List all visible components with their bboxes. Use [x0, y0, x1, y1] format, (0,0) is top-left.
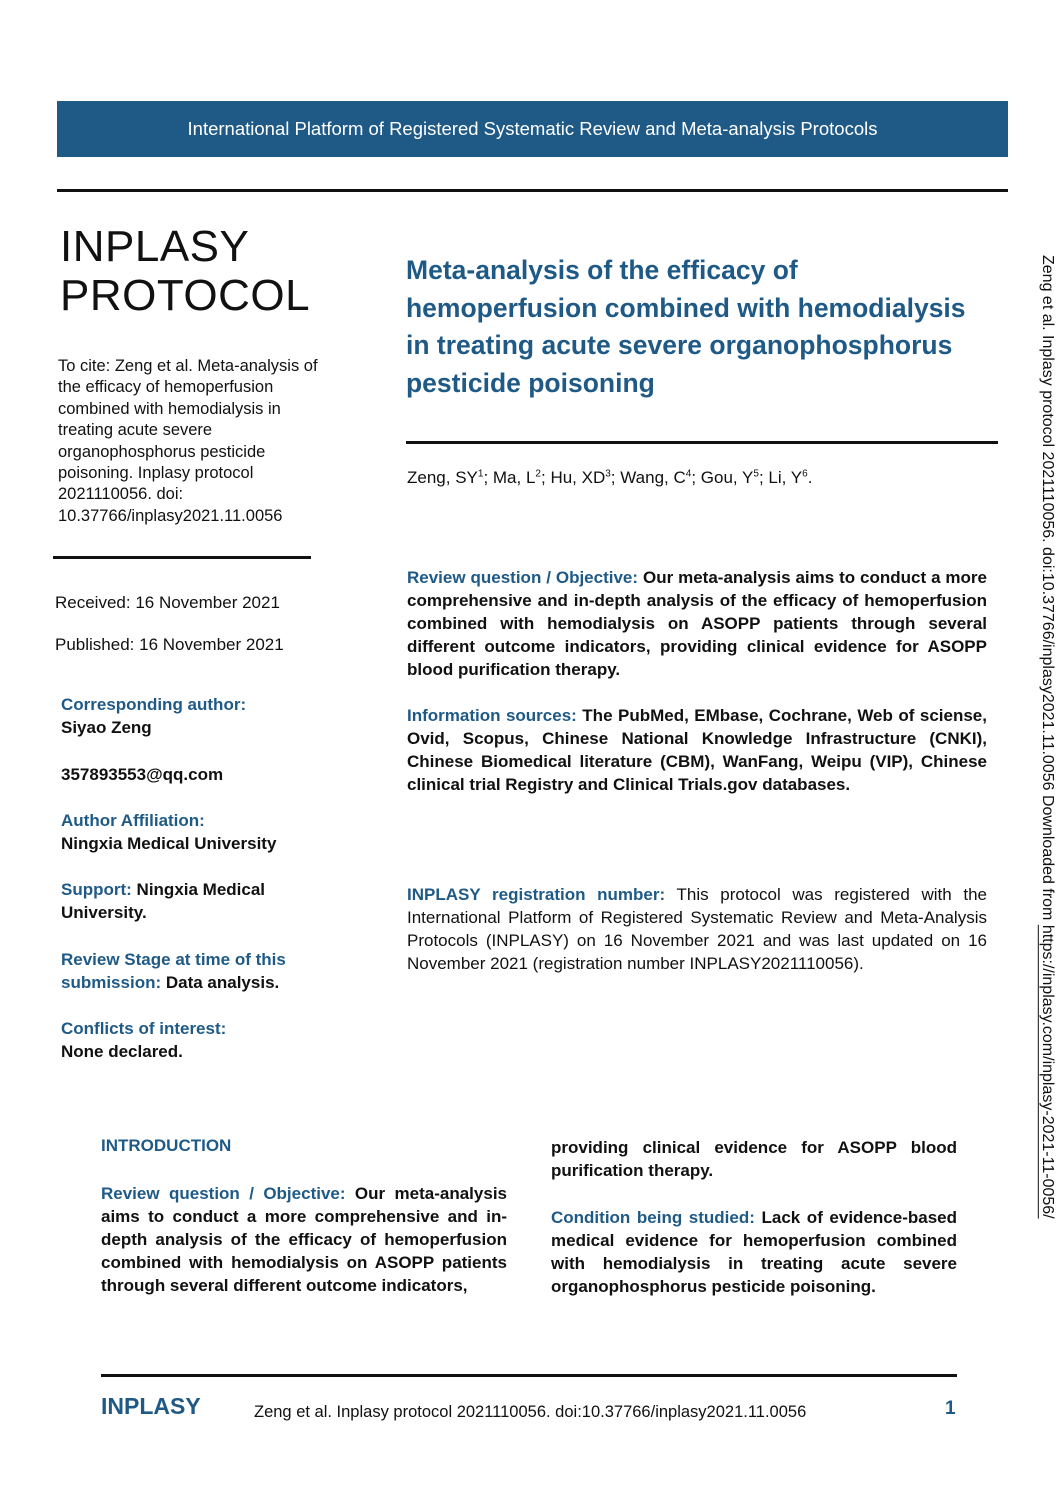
intro-review-question [101, 1182, 507, 1297]
abstract-information-sources [407, 704, 987, 796]
author [493, 468, 551, 487]
author [620, 468, 701, 487]
abstract-rq-label: Review question / Objective: [407, 568, 639, 587]
support-info [61, 878, 346, 924]
intro-cond-label: Condition being studied: [551, 1208, 755, 1227]
intro-rq-continued: providing clinical evidence for ASOPP blood purification therapy. [551, 1138, 957, 1180]
corr-label: Corresponding author: [61, 695, 247, 714]
download-link[interactable]: https://inplasy.com/inplasy-2021-11-0056/ [1039, 924, 1056, 1219]
author-name: Hu, XD [550, 468, 606, 487]
author-separator: ; [540, 468, 551, 487]
author-affil-number: 5 [753, 468, 759, 480]
side-citation: Zeng et al. Inplasy protocol 2021110056. doi:10.37766/inplasy2021.11.0056 Downloaded from [1039, 255, 1056, 925]
intro-cond-text: Lack of evidence-based medical evidence for hemoperfusion combined with hemodialysis in treating acute severe organophosphorus pesticide poisoning. [551, 1208, 957, 1296]
introduction-heading: INTRODUCTION [101, 1136, 232, 1155]
affil-label: Author Affiliation: [61, 811, 205, 830]
abstract-reg-text: This protocol was registered with the International Platform of Registered Systematic Review and Meta-Analysis Protocols (INPLASY) on 16 November 2021 and was last updated on 16 November 2021 (registration number INPLASY2021110056). [407, 885, 987, 973]
corresponding-author [61, 693, 346, 739]
author-separator: ; [610, 468, 621, 487]
abstract-is-label: Information sources: [407, 706, 577, 725]
side-download-notice [1038, 255, 1056, 1219]
author-affiliation [61, 809, 346, 855]
author-email: 357893553@qq.com [61, 765, 224, 784]
author-separator: . [807, 468, 813, 487]
author-separator: ; [758, 468, 769, 487]
citation-block: To cite: Zeng et al. Meta-analysis of the efficacy of hemoperfusion combined with hemodialysis in treating acute severe organophosphorus pesticide poisoning. Inplasy protocol 2021110056. doi: 10.37766/inplasy2021.11.0056 [58, 357, 318, 525]
author-affil-number: 2 [535, 468, 541, 480]
author [407, 468, 493, 487]
abstract-review-question [407, 566, 987, 681]
brand-line-1: INPLASY [60, 222, 250, 271]
journal-banner [57, 101, 1008, 157]
abstract-registration [407, 883, 987, 975]
conflict-label: Conflicts of interest: [61, 1019, 227, 1038]
author-separator: ; [483, 468, 493, 487]
author-name: Zeng, SY [407, 468, 478, 487]
published-date: Published: 16 November 2021 [55, 635, 284, 654]
top-divider [57, 189, 1008, 192]
abstract-reg-label: INPLASY registration number: [407, 885, 666, 904]
conflict-value: None declared. [61, 1042, 183, 1061]
affil-value: Ningxia Medical University [61, 834, 277, 853]
stage-label: Review Stage at time of this submission: [61, 950, 286, 992]
received-date: Received: 16 November 2021 [55, 593, 280, 612]
author-name: Wang, C [620, 468, 686, 487]
author-list [407, 468, 812, 488]
author-name: Ma, L [492, 468, 536, 487]
author-name: Gou, Y [700, 468, 754, 487]
intro-condition [551, 1206, 957, 1298]
footer-citation: Zeng et al. Inplasy protocol 2021110056. doi:10.37766/inplasy2021.11.0056 [254, 1403, 807, 1421]
left-divider [53, 556, 311, 559]
intro-rq-label: Review question / Objective: [101, 1184, 346, 1203]
intro-rq-text: Our meta-analysis aims to conduct a more comprehensive and in-depth analysis of the efficacy of hemoperfusion combined with hemodialysis on ASOPP patients through several different outcome indicators, [101, 1184, 507, 1295]
protocol-brand [60, 222, 360, 320]
brand-line-2: PROTOCOL [60, 271, 311, 320]
author-affil-number: 4 [685, 468, 692, 480]
author-affil-number: 1 [477, 468, 484, 480]
abstract-is-text: The PubMed, EMbase, Cochrane, Web of sciense, Ovid, Scopus, Chinese National Knowledge Infrastructure (CNKI), Chinese Biomedical literature (CBM), WanFang, Weipu (VIP), Chinese clinical trial Registry and Clinical Trials.gov databases. [407, 706, 987, 794]
title-divider [406, 441, 998, 444]
footer-divider [101, 1374, 957, 1377]
author [701, 468, 769, 487]
stage-value: Data analysis. [161, 973, 280, 992]
author-affil-number: 6 [802, 468, 808, 480]
conflicts-of-interest [61, 1017, 346, 1063]
corr-name: Siyao Zeng [61, 718, 152, 737]
footer-brand: INPLASY [101, 1393, 201, 1419]
support-value: Ningxia Medical University. [61, 880, 266, 922]
page-number: 1 [945, 1398, 956, 1419]
paper-title: Meta-analysis of the efficacy of hemoperfusion combined with hemodialysis in treating acute severe organophosphorus pesticide poisoning [406, 255, 966, 398]
review-stage [61, 948, 346, 994]
abstract-rq-text: Our meta-analysis aims to conduct a more comprehensive and in-depth analysis of the efficacy of hemoperfusion combined with hemodialysis on ASOPP patients through several different outcome indicators, providing clinical evidence for ASOPP blood purification therapy. [407, 568, 987, 679]
author-separator: ; [691, 468, 701, 487]
author-affil-number: 3 [605, 468, 611, 480]
author-name: Li, Y [768, 468, 803, 487]
banner-text: International Platform of Registered Systematic Review and Meta-analysis Protocols [187, 118, 878, 139]
author [768, 468, 812, 487]
author [550, 468, 620, 487]
support-label: Support: [61, 880, 132, 899]
